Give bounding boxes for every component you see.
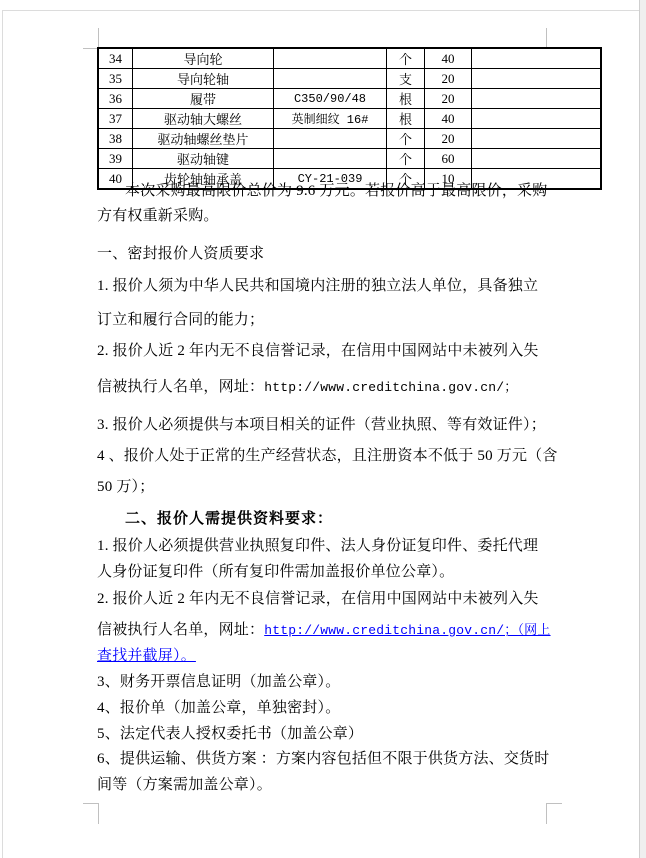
intro-line-1: 本次采购最高限价总价为 9.6 万元。若报价高于最高限价，采购 [125,183,548,199]
cell-item-name: 履带 [133,89,274,109]
cell-quantity: 20 [425,89,472,109]
cell-quantity: 40 [425,48,472,69]
cell-quantity: 10 [425,169,472,190]
cell-remark [472,149,602,169]
cell-quantity: 20 [425,69,472,89]
section2-item2-line2 [97,622,551,639]
section1-item2-line2-text: 信被执行人名单，网址： [97,379,265,395]
table-row [98,149,601,169]
section2-item2-line1: 2. 报价人近 2 年内无不良信誉记录，在信用中国网站中未被列入失 [97,591,539,607]
text-boundary-mark-bottom-left [83,803,99,824]
cell-item-name: 导向轮轴 [133,69,274,89]
cell-remark [472,129,602,149]
intro-line-2: 方有权重新采购。 [97,208,219,224]
section1-heading: 一、密封报价人资质要求 [97,246,265,262]
cell-row-number: 37 [98,109,133,129]
section1-item1-line1: 1. 报价人须为中华人民共和国境内注册的独立法人单位，具备独立 [97,278,539,294]
page-right-gutter [640,0,646,858]
cell-remark [472,89,602,109]
cell-spec: 英制细纹 16# [274,109,387,129]
cell-spec [274,69,387,89]
cell-spec [274,129,387,149]
text-boundary-mark-top-right [546,28,562,49]
section2-item3: 3、财务开票信息证明（加盖公章）。 [97,674,341,690]
cell-item-name: 齿轮轴轴承盖 [133,169,274,190]
cell-unit: 个 [387,169,425,190]
cell-row-number: 35 [98,69,133,89]
cell-quantity: 60 [425,149,472,169]
cell-quantity: 20 [425,129,472,149]
cell-unit: 支 [387,69,425,89]
cell-spec: C350/90/48 [274,89,387,109]
cell-row-number: 39 [98,149,133,169]
cell-spec [274,149,387,169]
text-boundary-mark-top-left [83,28,99,49]
cell-item-name: 导向轮 [133,48,274,69]
table-row [98,129,601,149]
cell-unit: 个 [387,149,425,169]
cell-unit: 根 [387,109,425,129]
cell-spec: CY-21-039 [274,169,387,190]
creditchina-hyperlink[interactable]: http://www.creditchina.gov.cn/；（网上 [264,623,551,638]
parts-table [97,47,602,190]
section2-item1-line1: 1. 报价人必须提供营业执照复印件、法人身份证复印件、委托代理 [97,538,539,554]
cell-unit: 根 [387,89,425,109]
cell-item-name: 驱动轴螺丝垫片 [133,129,274,149]
table-row [98,69,601,89]
page-left-edge [2,10,3,858]
cell-remark [472,109,602,129]
section2-item1-line2: 人身份证复印件（所有复印件需加盖报价单位公章）。 [97,564,455,580]
cell-item-name: 驱动轴大螺丝 [133,109,274,129]
section1-item4-line2: 50 万）； [97,479,155,495]
section2-item2-line2-text: 信被执行人名单，网址： [97,622,265,638]
creditchina-url-text: http://www.creditchina.gov.cn/； [264,380,518,395]
table-row [98,89,601,109]
section2-item6-line2: 间等（方案需加盖公章）。 [97,777,272,793]
cell-row-number: 36 [98,89,133,109]
table-row [98,109,601,129]
section2-heading: 二、报价人需提供资料要求： [125,511,334,527]
cell-row-number: 34 [98,48,133,69]
cell-spec [274,48,387,69]
cell-row-number: 38 [98,129,133,149]
table-row [98,48,601,69]
text-boundary-mark-bottom-right [546,803,562,824]
cell-row-number: 40 [98,169,133,190]
page-top-edge [2,10,639,11]
section1-item2-line2 [97,379,517,396]
cell-remark [472,48,602,69]
cell-remark [472,69,602,89]
section1-item1-line2: 订立和履行合同的能力； [97,312,265,328]
section1-item2-line1: 2. 报价人近 2 年内无不良信誉记录，在信用中国网站中未被列入失 [97,343,539,359]
cell-unit: 个 [387,129,425,149]
section2-item2-line3 [97,648,196,665]
section2-item4: 4、报价单（加盖公章，单独密封）。 [97,700,341,716]
cell-unit: 个 [387,48,425,69]
creditchina-hyperlink-continuation[interactable]: 查找并截屏）。 [97,648,196,664]
cell-quantity: 40 [425,109,472,129]
section2-item5: 5、法定代表人授权委托书（加盖公章） [97,726,364,742]
cell-item-name: 驱动轴键 [133,149,274,169]
section2-item6-line1: 6、提供运输、供货方案 ：方案内容包括但不限于供货方法、交货时 [97,751,550,767]
section1-item3: 3. 报价人必须提供与本项目相关的证件（营业执照、等有效证件）； [97,417,546,433]
section1-item4-line1: 4 、报价人处于正常的生产经营状态，且注册资本不低于 50 万元（含 [97,448,558,464]
